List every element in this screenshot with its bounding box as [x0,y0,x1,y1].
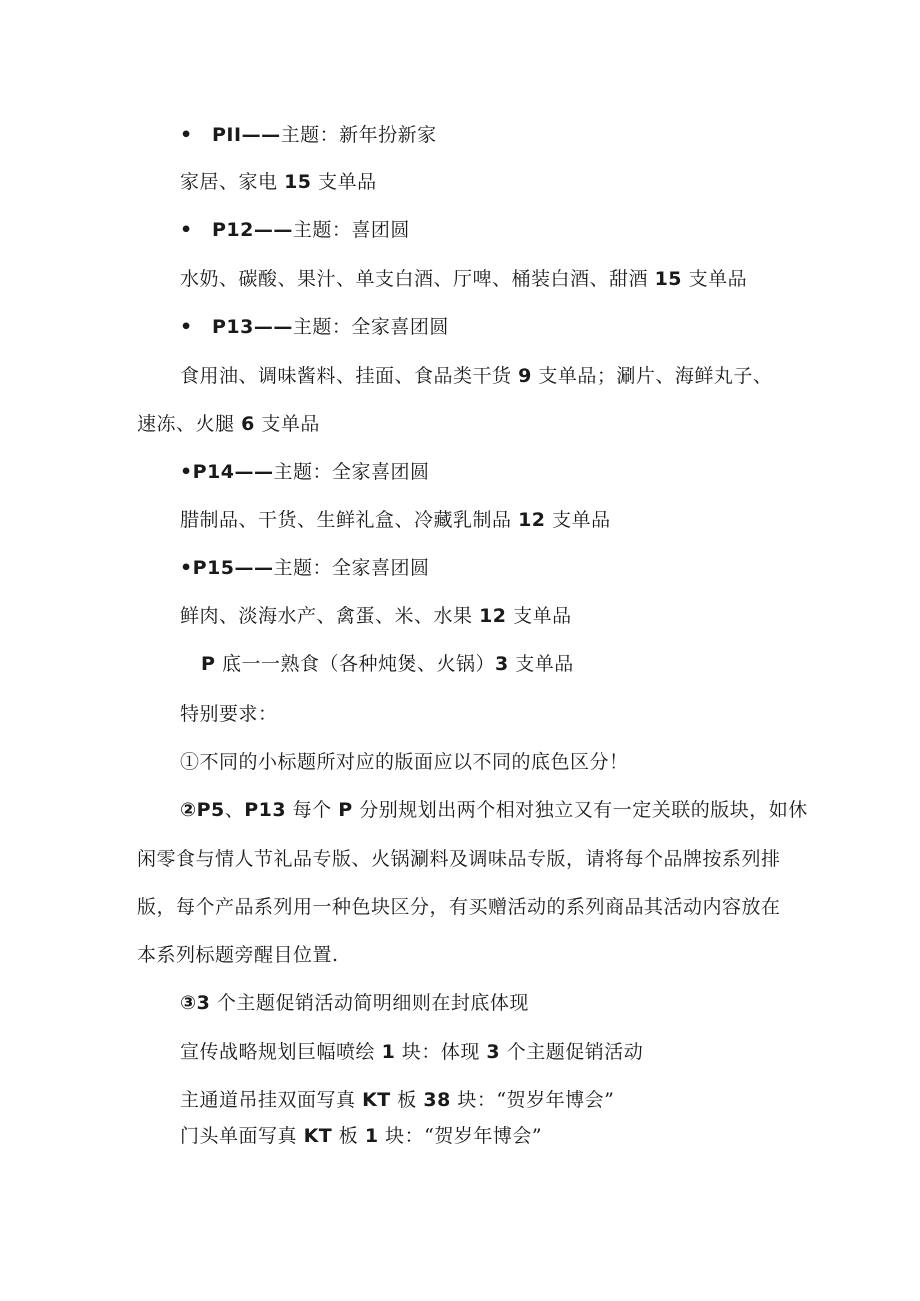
special-item-2-code: P13 [244,799,287,821]
special-item-2-line2: 闲零食与情人节礼品专版、火锅涮料及调味品专版，请将每个品牌按系列排 [137,848,781,870]
back-cover-unit: 支单品 [515,653,574,675]
ad-line-count: 1 [364,1125,379,1147]
p14-code: •P14—— [180,461,274,483]
p11-desc-unit: 支单品 [318,171,377,193]
p12-desc-count: 15 [654,268,683,290]
p12-desc-text: 水奶、碳酸、果汁、单支白酒、厅啤、桶装白酒、甜酒 [180,268,649,290]
ad-line-1 [180,1040,643,1064]
p13-desc-count: 9 [518,365,532,387]
bullet-icon: • [180,219,193,241]
back-cover-text: 底一一熟食（各种炖煲、火锅） [221,653,495,675]
back-cover-code: P [201,653,216,675]
special-item-1: ①不同的小标题所对应的版面应以不同的底色区分！ [180,751,629,773]
ad-line-2 [180,1088,614,1112]
special-item-2-line3: 版，每个产品系列用一种色块区分，有买赠活动的系列商品其活动内容放在 [137,896,781,918]
p11-heading [180,123,437,147]
p13-heading [180,315,449,339]
special-item-2-marker: ②P5 [180,799,225,821]
special-item-3-marker: ③3 [180,992,211,1014]
p14-desc-text: 腊制品、干货、生鲜礼盒、冷藏乳制品 [180,509,512,531]
special-item-3-text: 个主题促销活动简明细则在封底体现 [216,992,529,1014]
p15-code: •P15—— [180,557,274,579]
ad-line-kt: KT [303,1125,333,1147]
p15-desc-count: 12 [479,605,507,627]
p12-desc-unit: 支单品 [688,268,748,290]
p13-desc-unit: 支单品；涮片、海鲜丸子、 [538,365,773,387]
p11-description [180,170,377,194]
ad-line-text: 个主题促销活动 [506,1041,644,1063]
p13-desc-text: 食用油、调味酱料、挂面、食品类干货 [180,365,512,387]
p15-heading [180,556,430,580]
p13-code: P13—— [212,316,293,338]
ad-line-text: 块：“贺岁年博会” [457,1089,615,1111]
special-item-2-line1 [180,798,808,822]
special-item-2-line4: 本系列标题旁醒目位置. [137,944,339,966]
p13-desc-count: 6 [241,413,255,435]
p11-code: PII—— [212,124,281,146]
p12-theme: 主题：喜团圆 [292,219,410,241]
ad-line-text: 块：体现 [401,1041,480,1063]
bullet-icon: • [180,316,193,338]
p13-desc-unit: 支单品 [261,413,320,435]
p11-theme: 主题：新年扮新家 [280,124,437,146]
ad-line-kt: KT [362,1089,391,1111]
special-heading: 特别要求： [180,703,278,725]
special-item-2-sep: 、 [224,799,245,821]
special-item-3 [180,991,529,1015]
p15-desc-unit: 支单品 [513,605,572,627]
p12-heading [180,218,410,242]
p13-theme: 主题：全家喜团圆 [292,316,449,338]
special-item-2-text: 分别规划出两个相对独立又有一定关联的版块，如休 [359,799,808,821]
p11-desc-count: 15 [284,171,312,193]
p14-description [180,508,611,532]
p14-desc-unit: 支单品 [552,509,611,531]
special-item-2-p: P [338,799,353,821]
p15-theme: 主题：全家喜团圆 [273,557,430,579]
ad-line-text: 板 [397,1089,417,1111]
ad-line-count: 1 [381,1041,396,1063]
back-cover-count: 3 [495,653,509,675]
bullet-icon: • [180,124,193,146]
ad-line-3 [180,1124,542,1148]
p14-heading [180,460,430,484]
p13-description-line2 [137,412,320,436]
p11-desc-text: 家居、家电 [180,171,278,193]
p15-desc-text: 鲜肉、淡海水产、禽蛋、米、水果 [180,605,473,627]
special-item-2-text: 每个 [292,799,332,821]
ad-line-text: 门头单面写真 [180,1125,298,1147]
p14-desc-count: 12 [518,509,546,531]
p13-description-line1 [180,364,772,388]
ad-line-count: 3 [486,1041,501,1063]
p15-description [180,604,572,628]
p12-description [180,267,747,291]
p13-desc-text: 速冻、火腿 [137,413,235,435]
ad-line-text: 块：“贺岁年博会” [385,1125,543,1147]
back-cover-line [201,652,574,676]
ad-line-count: 38 [423,1089,451,1111]
p14-theme: 主题：全家喜团圆 [273,461,430,483]
ad-line-text: 板 [338,1125,359,1147]
p12-code: P12—— [212,219,293,241]
ad-line-text: 宣传战略规划巨幅喷绘 [180,1041,376,1063]
ad-line-text: 主通道吊挂双面写真 [180,1089,356,1111]
